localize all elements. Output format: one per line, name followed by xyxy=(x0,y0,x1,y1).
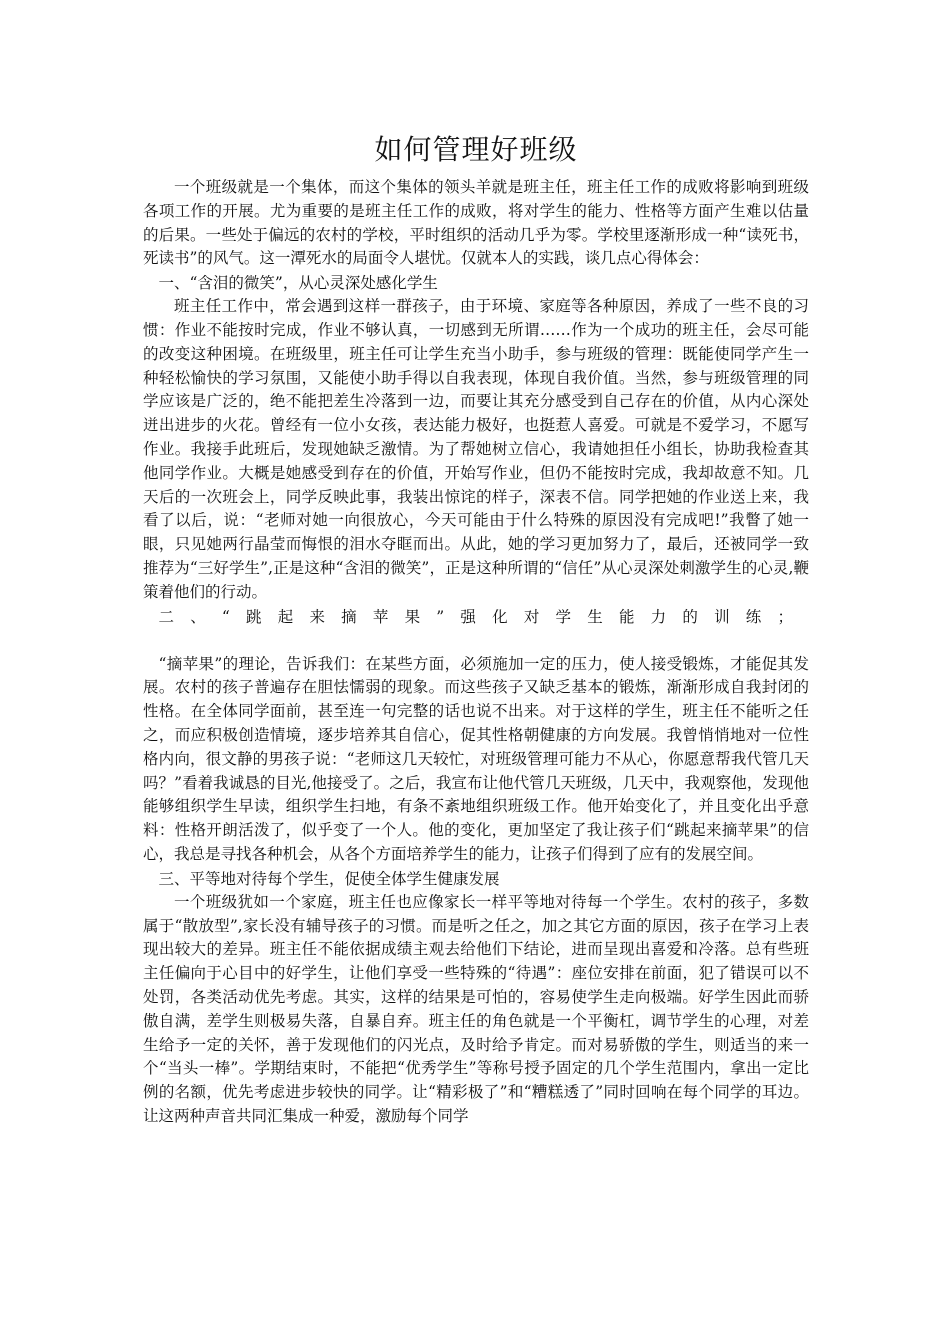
blank-line xyxy=(143,629,809,653)
section-1-body: 班主任工作中，常会遇到这样一群孩子，由于环境、家庭等各种原因，养成了一些不良的习惯：作业不能按时完成，作业不够认真，一切感到无所谓……作为一个成功的班主任，会尽可能的改变这种困境。在班级里，班主任可让学生充当小助手，参与班级的管理：既能使同学产生一种轻松愉快的学习氛围，又能使小助手得以自我表现，体现自我价值。当然，参与班级管理的同学应该是广泛的，绝不能把差生冷落到一边，而要让其充分感受到自己存在的价值，从内心深处迸出进步的火花。曾经有一位小女孩，表达能力极好，也挺惹人喜爱。可就是不爱学习，不愿写作业。我接手此班后，发现她缺乏激情。为了帮她树立信心，我请她担任小组长，协助我检查其他同学作业。大概是她感受到存在的价值，开始写作业，但仍不能按时完成，我却故意不知。几天后的一次班会上，同学反映此事，我装出惊诧的样子，深表不信。同学把她的作业送上来，我看了以后，说：“老师对她一向很放心，今天可能由于什么特殊的原因没有完成吧!”我瞥了她一眼，只见她两行晶莹而悔恨的泪水夺眶而出。从此，她的学习更加努力了，最后，还被同学一致推荐为“三好学生”,正是这种“含泪的微笑”，正是这种所谓的“信任”从心灵深处刺激学生的心灵,鞭策着他们的行动。 xyxy=(143,297,809,601)
document-title: 如何管理好班级 xyxy=(374,133,578,166)
section-3-heading: 三、平等地对待每个学生，促使全体学生健康发展 xyxy=(158,869,500,888)
intro-paragraph: 一个班级就是一个集体，而这个集体的领头羊就是班主任，班主任工作的成败将影响到班级各项工作的开展。尤为重要的是班主任工作的成败，将对学生的能力、性格等方面产生难以估量的后果。一些处于偏远的农村的学校，平时组织的活动几乎为零。学校里逐渐形成一种“读死书，死读书”的风气。这一潭死水的局面令人堪忧。仅就本人的实践，谈几点心得体会： xyxy=(143,178,809,268)
document-page xyxy=(143,130,809,1129)
section-1-heading: 一、“含泪的微笑”，从心灵深处感化学生 xyxy=(158,274,438,293)
section-3-body: 一个班级犹如一个家庭，班主任也应像家长一样平等地对待每一个学生。农村的孩子，多数属于“散放型”,家长没有辅导孩子的习惯。而是听之任之，加之其它方面的原因，孩子在学习上表现出较大的差异。班主任不能依据成绩主观去给他们下结论，进而呈现出喜爱和冷落。总有些班主任偏向于心目中的好学生，让他们享受一些特殊的“待遇”：座位安排在前面，犯了错误可以不处罚，各类活动优先考虑。其实，这样的结果是可怕的，容易使学生走向极端。好学生因此而骄傲自满，差学生则极易失落，自暴自弃。班主任的角色就是一个平衡杠，调节学生的心理，对差生给予一定的关怀，善于发现他们的闪光点，及时给予肯定。而对易骄傲的学生，则适当的来一个“当头一棒”。学期结束时，不能把“优秀学生”等称号授予固定的几个学生范围内，拿出一定比例的名额，优先考虑进步较快的同学。让“精彩极了”和“糟糕透了”同时回响在每个同学的耳边。让这两种声音共同汇集成一种爱，激励每个同学 xyxy=(143,892,809,1125)
section-2-body: “摘苹果”的理论，告诉我们：在某些方面，必须施加一定的压力，使人接受锻炼，才能促其发展。农村的孩子普遍存在胆怯懦弱的现象。而这些孩子又缺乏基本的锻炼，渐渐形成自我封闭的性格。在全体同学面前，甚至连一句完整的话也说不出来。对于这样的学生，班主任不能听之任之，而应积极创造情境，逐步培养其自信心，促其性格朝健康的方向发展。我曾悄悄地对一位性格内向，很文静的男孩子说：“老师这几天较忙，对班级管理可能力不从心，你愿意帮我代管几天吗？”看着我诚恳的目光,他接受了。之后，我宣布让他代管几天班级，几天中，我观察他，发现他能够组织学生早读，组织学生扫地，有条不紊地组织班级工作。他开始变化了，并且变化出乎意料：性格开朗活泼了，似乎变了一个人。他的变化，更加坚定了我让孩子们“跳起来摘苹果”的信心，我总是寻找各种机会，从各个方面培养学生的能力，让孩子们得到了应有的发展空间。 xyxy=(143,654,809,863)
section-2-heading: 二、“跳起来摘苹果”强化对学生能力的训练； xyxy=(158,607,793,626)
